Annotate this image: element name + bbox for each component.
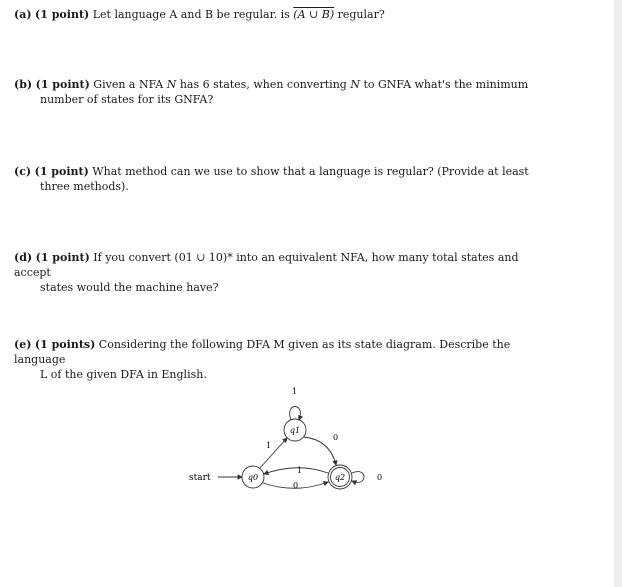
edge-q0-q1 <box>260 438 287 468</box>
question-label: (d) <box>14 251 33 264</box>
state-q2-label: q2 <box>334 473 346 482</box>
question-text: Considering the following DFA M given as its state diagram. Describe the language <box>14 338 511 366</box>
question-text: If you convert <box>93 251 171 264</box>
math-n-2: N <box>350 78 360 91</box>
question-points: (1 point) <box>35 251 90 264</box>
question-e <box>14 337 544 382</box>
question-text-mid: has 6 states, when converting <box>179 78 347 91</box>
question-points: (1 points) <box>34 338 96 351</box>
edge-q1-q2-label: 0 <box>333 433 339 442</box>
question-d <box>14 250 544 295</box>
question-text-line2: three methods). <box>40 180 129 193</box>
math-n: N <box>166 78 177 91</box>
question-points: (1 point) <box>34 165 89 178</box>
math-complement-union: (A ∪ B) <box>293 8 335 21</box>
question-label: (a) <box>14 8 32 21</box>
edge-q2-loop <box>352 472 364 483</box>
question-text-end: into an equivalent NFA, how many total states and accept <box>14 251 519 279</box>
dfa-state-diagram <box>180 380 420 505</box>
edge-q1-q2 <box>304 437 336 465</box>
state-q1-label: q1 <box>289 426 301 435</box>
question-b <box>14 77 544 107</box>
question-label: (e) <box>14 338 32 351</box>
question-a <box>14 7 544 22</box>
start-label: start <box>189 473 211 483</box>
question-text-line2: states would the machine have? <box>40 281 219 294</box>
question-points: (1 point) <box>35 78 90 91</box>
question-label: (c) <box>14 165 32 178</box>
question-text: Let language A and B be regular. is <box>92 8 290 21</box>
question-points: (1 point) <box>35 8 90 21</box>
edge-q0-q2-label: 0 <box>293 481 299 490</box>
state-q0 <box>242 466 264 488</box>
question-text: Given a NFA <box>93 78 164 91</box>
math-regex: (01 ∪ 10)* <box>174 251 233 264</box>
edge-q0-q1-label: 1 <box>266 441 272 450</box>
question-c <box>14 164 544 194</box>
question-text-line2: L of the given DFA in English. <box>40 368 207 381</box>
state-q1 <box>284 419 306 441</box>
edge-q1-loop <box>290 407 301 421</box>
state-q2-accept <box>328 465 352 489</box>
page-edge-strip <box>614 0 622 587</box>
edge-q1-loop-label: 1 <box>292 387 298 396</box>
question-text-line2: number of states for its GNFA? <box>40 93 214 106</box>
edge-q2-q0-label: 1 <box>297 466 303 475</box>
question-text: What method can we use to show that a language is regular? (Provide at least <box>92 165 529 178</box>
question-text-end: regular? <box>337 8 385 21</box>
edge-q2-loop-label: 0 <box>377 473 383 482</box>
state-q0-label: q0 <box>247 473 259 482</box>
question-label: (b) <box>14 78 33 91</box>
question-text-end: to GNFA what's the minimum <box>363 78 529 91</box>
edge-q2-q0 <box>264 468 328 474</box>
